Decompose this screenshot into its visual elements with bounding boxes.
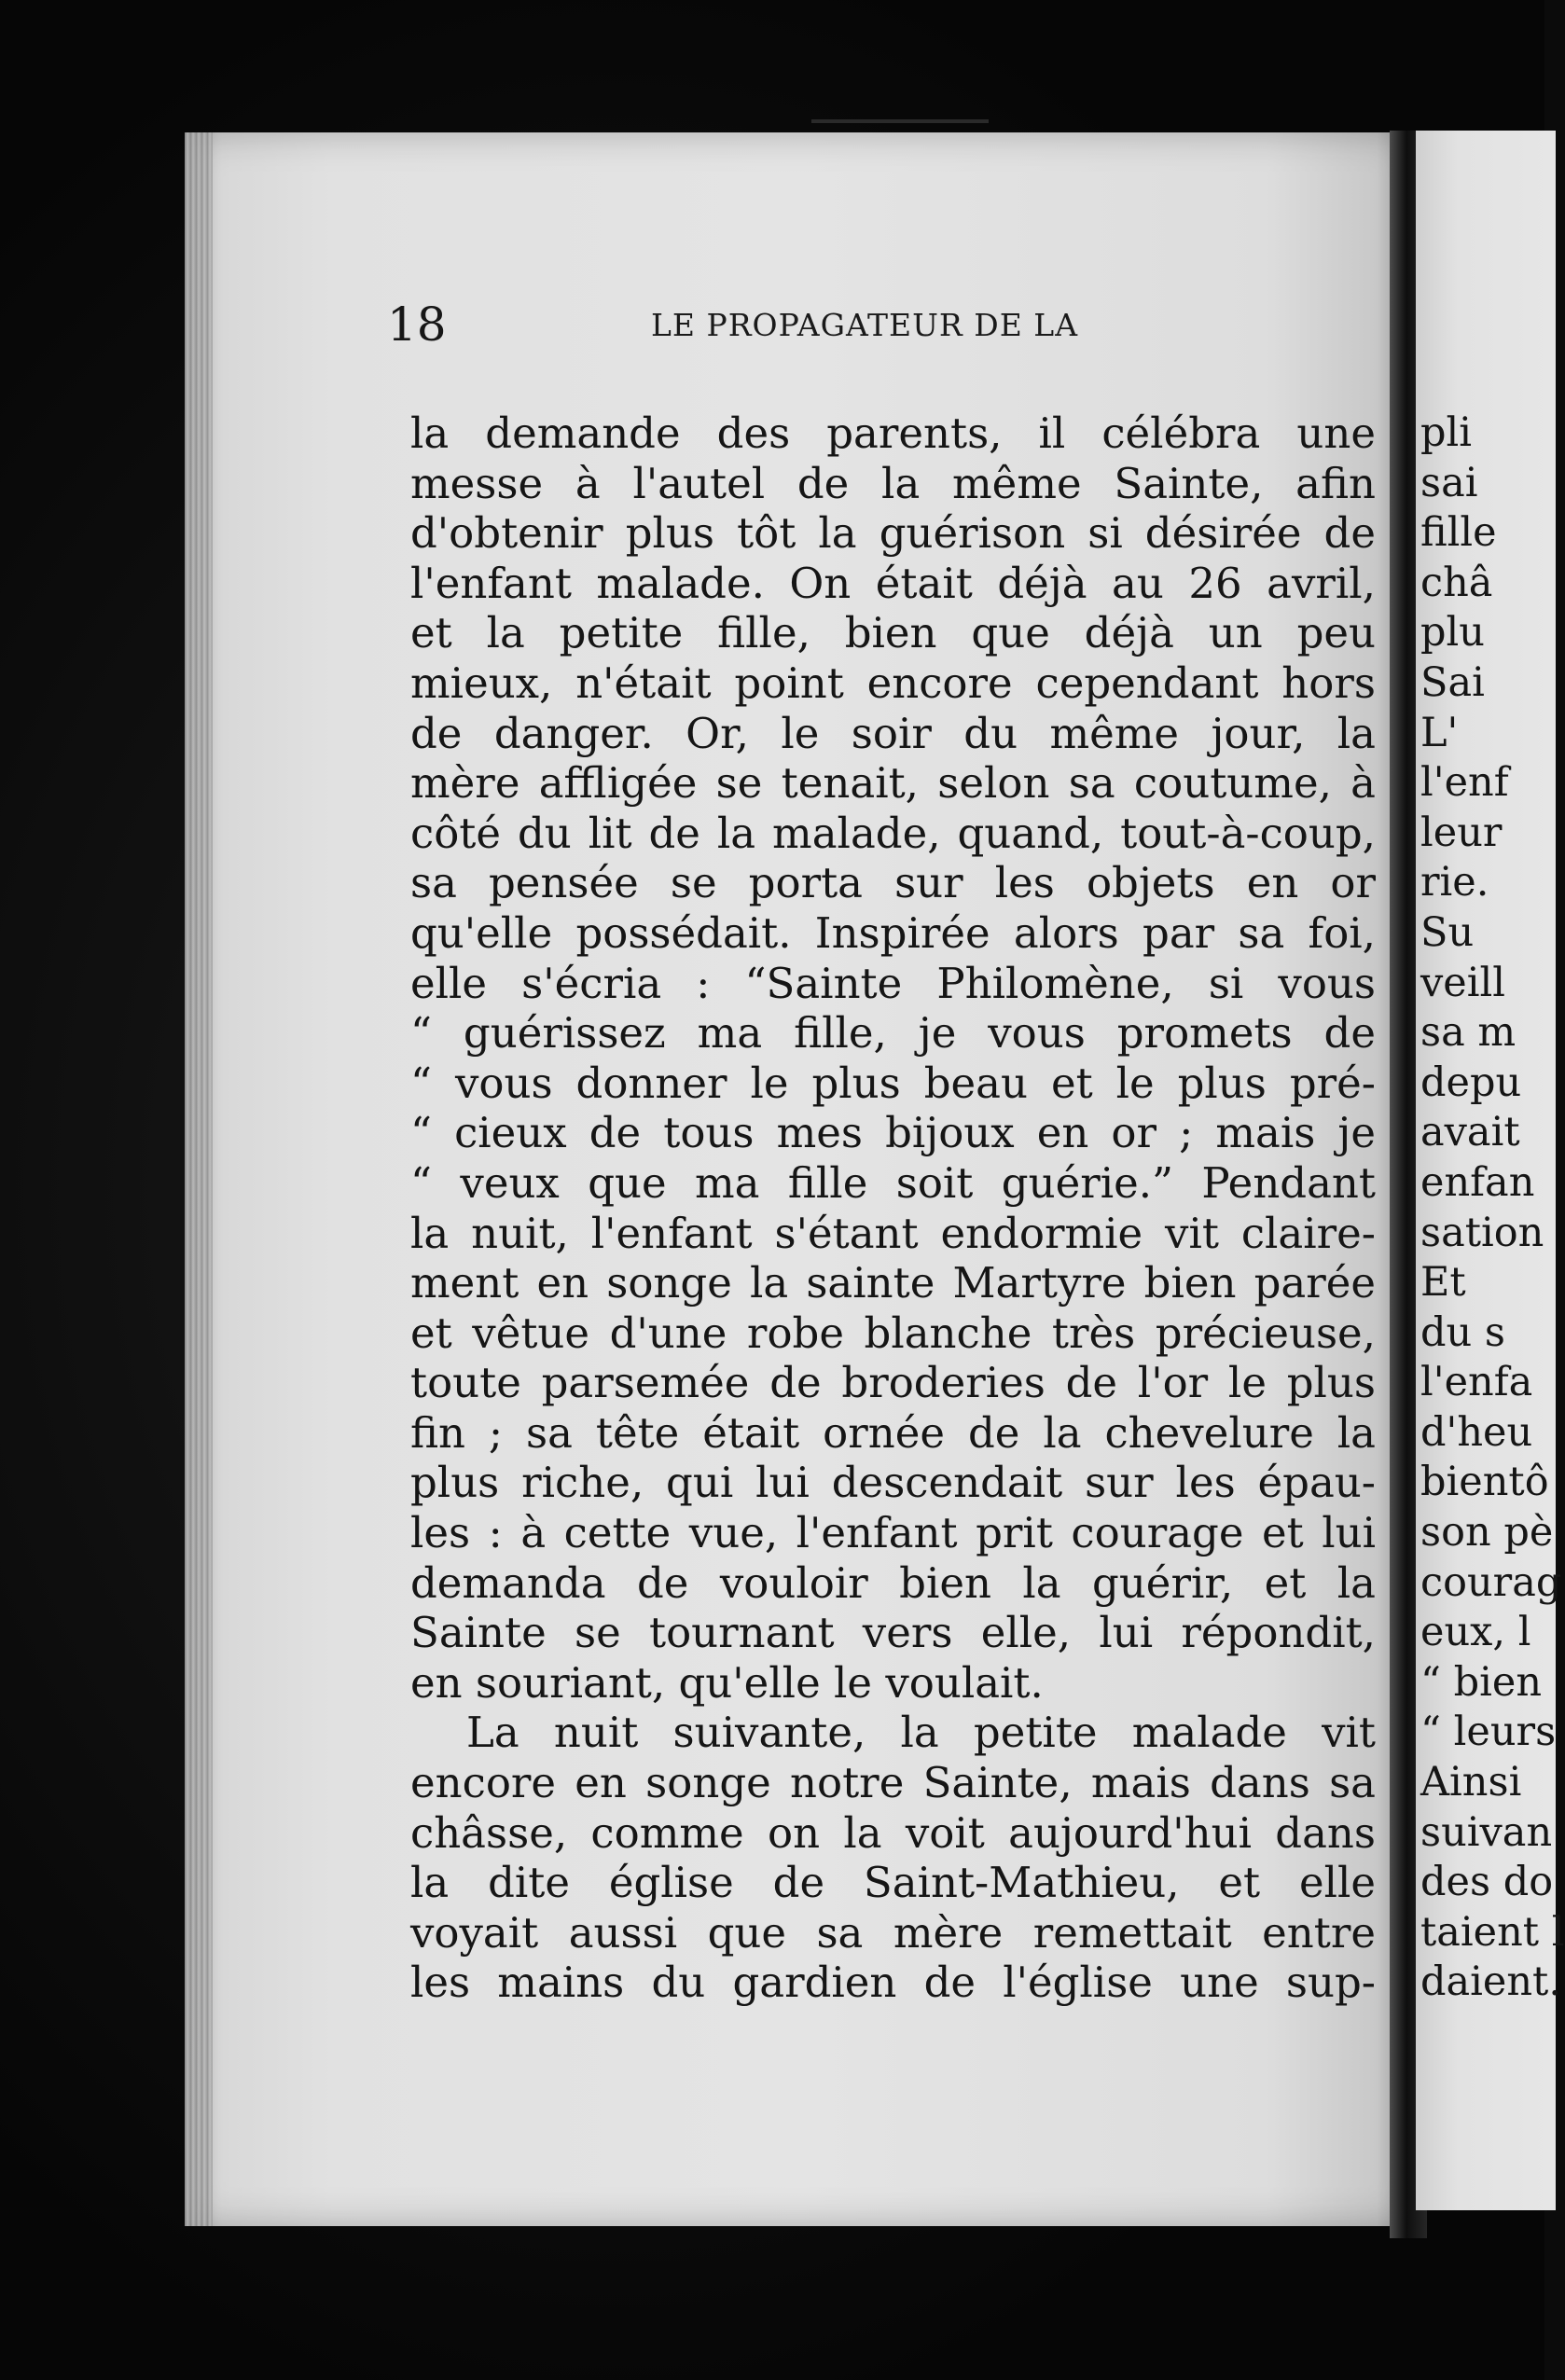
text-line: “ vous donner le plus beau et le plus pré- bbox=[410, 1058, 1376, 1108]
right-text-line: fille bbox=[1420, 509, 1497, 557]
right-text-line: Su bbox=[1420, 908, 1475, 956]
text-line: et la petite fille, bien que déjà un peu bbox=[410, 608, 1376, 658]
text-line: la demande des parents, il célébra une bbox=[410, 408, 1376, 458]
right-text-line: “ leurs bbox=[1420, 1709, 1557, 1756]
text-line: l'enfant malade. On était déjà au 26 avril, bbox=[410, 558, 1376, 608]
text-line: toute parsemée de broderies de l'or le plus bbox=[410, 1358, 1376, 1408]
text-line: qu'elle possédait. Inspirée alors par sa foi, bbox=[410, 907, 1376, 958]
text-line: les : à cette vue, l'enfant prit courage et lui bbox=[410, 1508, 1376, 1558]
right-text-line: L' bbox=[1420, 709, 1459, 756]
running-header bbox=[387, 297, 1376, 353]
right-text-line: rie. bbox=[1420, 859, 1489, 906]
right-text-line: sa m bbox=[1420, 1009, 1517, 1057]
right-text-line: courag bbox=[1420, 1558, 1562, 1606]
right-text-line: pli bbox=[1420, 409, 1473, 456]
text-line: et vêtue d'une robe blanche très précieuse, bbox=[410, 1308, 1376, 1358]
right-page-text bbox=[1420, 408, 1565, 2008]
text-line: encore en songe notre Sainte, mais dans sa bbox=[410, 1758, 1376, 1808]
text-line: sa pensée se porta sur les objets en or bbox=[410, 858, 1376, 908]
text-line: “ veux que ma fille soit guérie.” Pendant bbox=[410, 1157, 1376, 1208]
text-line: d'obtenir plus tôt la guérison si désirée de bbox=[410, 508, 1376, 559]
right-text-line: suivan bbox=[1420, 1808, 1553, 1856]
right-text-line: Et bbox=[1420, 1259, 1466, 1307]
text-line: voyait aussi que sa mère remettait entre bbox=[410, 1907, 1376, 1958]
right-text-line: avait bbox=[1420, 1109, 1520, 1156]
right-text-line: veill bbox=[1420, 959, 1505, 1006]
text-line: La nuit suivante, la petite malade vit bbox=[466, 1708, 1376, 1758]
left-page-edge bbox=[185, 132, 213, 2226]
right-text-line: l'enfa bbox=[1420, 1359, 1533, 1406]
body-text bbox=[410, 408, 1376, 2008]
right-text-line: sation bbox=[1420, 1209, 1544, 1256]
right-text-line: eux, l bbox=[1420, 1609, 1531, 1656]
right-text-line: châ bbox=[1420, 559, 1493, 606]
text-line: en souriant, qu'elle le voulait. bbox=[410, 1657, 1044, 1708]
text-line: plus riche, qui lui descendait sur les épau- bbox=[410, 1458, 1376, 1508]
text-line: les mains du gardien de l'église une sup- bbox=[410, 1958, 1376, 2008]
page-number: 18 bbox=[387, 298, 447, 352]
text-line: elle s'écria : “Sainte Philomène, si vous bbox=[410, 958, 1376, 1008]
right-text-line: sai bbox=[1420, 459, 1478, 506]
text-line: la nuit, l'enfant s'étant endormie vit claire- bbox=[410, 1208, 1376, 1258]
right-text-line: daient. bbox=[1420, 1958, 1562, 2006]
text-line: de danger. Or, le soir du même jour, la bbox=[410, 708, 1376, 758]
right-text-line: l'enf bbox=[1420, 759, 1509, 807]
text-line: mère affligée se tenait, selon sa coutume, à bbox=[410, 758, 1376, 809]
right-text-line: enfan bbox=[1420, 1158, 1535, 1206]
text-line: Sainte se tournant vers elle, lui répondit, bbox=[410, 1608, 1376, 1658]
text-line: ment en songe la sainte Martyre bien parée bbox=[410, 1258, 1376, 1308]
running-head-title: LE PROPAGATEUR DE LA bbox=[651, 307, 1079, 343]
right-text-line: plu bbox=[1420, 609, 1485, 657]
right-text-line: depu bbox=[1420, 1059, 1522, 1106]
text-line: demanda de vouloir bien la guérir, et la bbox=[410, 1557, 1376, 1608]
right-text-line: du s bbox=[1420, 1308, 1505, 1356]
text-line: “ guérissez ma fille, je vous promets de bbox=[410, 1008, 1376, 1059]
text-line: fin ; sa tête était ornée de la chevelure la bbox=[410, 1407, 1376, 1458]
text-line: messe à l'autel de la même Sainte, afin bbox=[410, 458, 1376, 508]
right-text-line: bientô bbox=[1420, 1459, 1549, 1506]
text-line: mieux, n'était point encore cependant hors bbox=[410, 657, 1376, 708]
right-text-line: d'heu bbox=[1420, 1408, 1533, 1456]
text-line: la dite église de Saint-Mathieu, et elle bbox=[410, 1858, 1376, 1908]
text-line: “ cieux de tous mes bijoux en or ; mais je bbox=[410, 1108, 1376, 1158]
right-text-line: son pè bbox=[1420, 1509, 1554, 1557]
right-text-line: des do bbox=[1420, 1859, 1554, 1906]
right-text-line: “ bien bbox=[1420, 1658, 1543, 1706]
text-line: châsse, comme on la voit aujourd'hui dans bbox=[410, 1807, 1376, 1858]
top-edge-mark bbox=[811, 119, 989, 123]
right-text-line: Sai bbox=[1420, 658, 1485, 706]
text-line: côté du lit de la malade, quand, tout-à-coup, bbox=[410, 808, 1376, 858]
right-text-line: Ainsi bbox=[1420, 1759, 1522, 1806]
right-text-line: taient l bbox=[1420, 1908, 1565, 1956]
right-text-line: leur bbox=[1420, 809, 1503, 856]
